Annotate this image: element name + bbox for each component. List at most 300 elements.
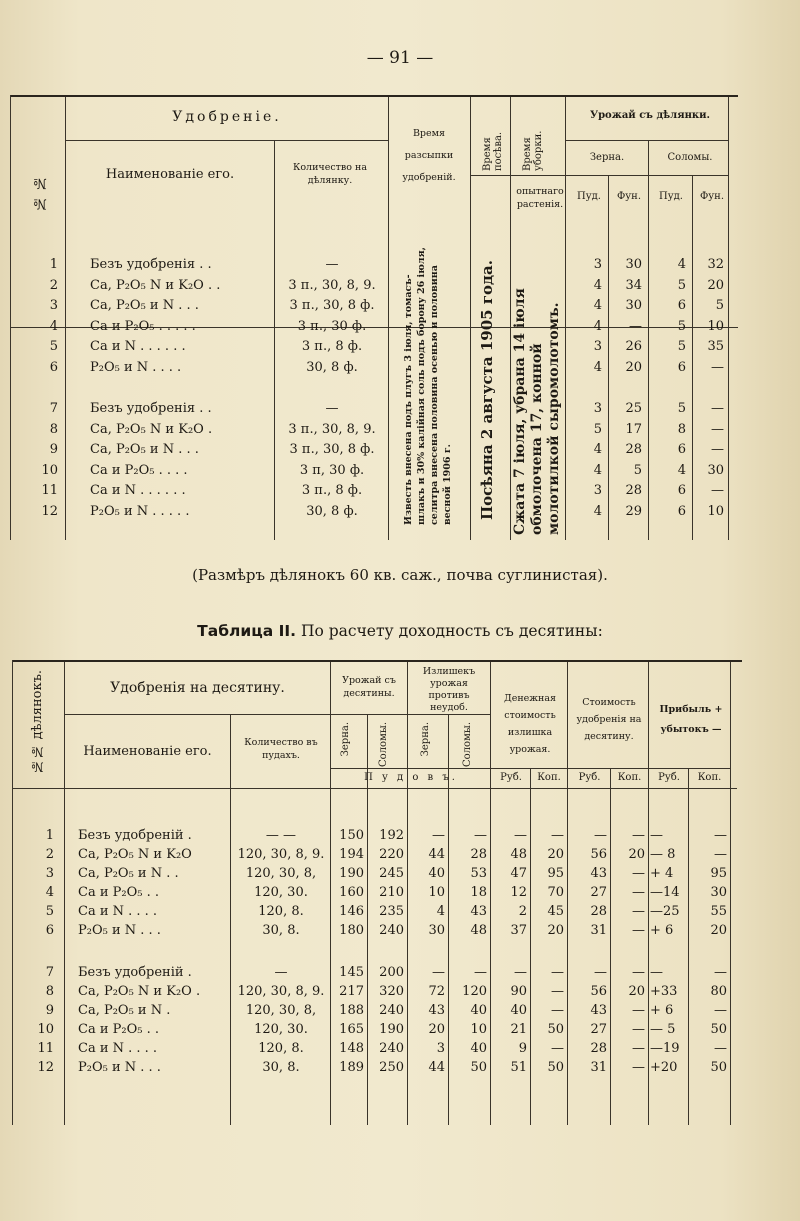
t1-col-no: № № [32, 175, 48, 212]
grain-funt: 30 [625, 257, 642, 272]
profit-rub: —14 [650, 885, 680, 900]
fertilizer-quantity: — [325, 257, 339, 272]
cost-rub: 43 [590, 866, 607, 881]
fertilizer-name: Са и N . . . . [78, 1041, 158, 1056]
straw-pud: 6 [677, 359, 686, 375]
straw-pud: 5 [677, 318, 686, 334]
t1-plot-note: опытнаго растенія. [516, 186, 564, 210]
profit-rub: + 6 [650, 1003, 674, 1018]
fertilizer-quantity: 120, 30, 8, [245, 1003, 317, 1018]
straw-pud: 6 [677, 483, 686, 498]
fertilizer-quantity: — — [265, 828, 297, 843]
grain-funt: 25 [625, 401, 642, 416]
straw-funt: 20 [707, 277, 724, 293]
t2-surplus-grain: Зерна. [420, 722, 431, 757]
profit-rub: + 4 [650, 866, 674, 881]
t1-fert-group: Удобреніе. [172, 109, 282, 125]
yield-straw: 245 [379, 866, 404, 881]
surplus-grain: 44 [428, 847, 445, 862]
t2-money-rub: Руб. [500, 772, 522, 783]
cost-rub: 56 [590, 984, 607, 999]
fertilizer-name: Са и P₂O₅ . . [78, 1022, 159, 1037]
fertilizer-name: Безъ удобренія . . [90, 401, 212, 416]
table-row [12, 1003, 737, 1022]
yield-grain: 150 [339, 828, 364, 843]
money-kop: 95 [547, 866, 564, 881]
cost-rub: — [594, 965, 607, 980]
yield-grain: 189 [339, 1060, 364, 1075]
fertilizer-name: Са и N . . . . . . [90, 483, 186, 498]
straw-funt: 10 [707, 503, 724, 519]
money-kop: — [551, 965, 564, 980]
cost-kop: 20 [628, 847, 645, 862]
grain-pud: 4 [593, 318, 602, 334]
fertilizer-quantity: 120, 30. [254, 1022, 308, 1037]
money-kop: 20 [547, 847, 564, 862]
straw-funt: — [711, 483, 724, 498]
fertilizer-name: P₂O₅ и N . . . . [90, 359, 182, 375]
fertilizer-quantity: 3 п, 30 ф. [299, 462, 365, 478]
row-number: 10 [37, 1022, 54, 1037]
t2-name-header: Наименованіе его. [83, 744, 212, 759]
row-number: 4 [45, 885, 54, 900]
fertilizer-name: Са, P₂O₅ N и K₂O . [78, 984, 201, 999]
cost-rub: 56 [590, 847, 607, 862]
table-row [12, 965, 737, 984]
row-number: 4 [49, 318, 58, 334]
fertilizer-quantity: 30, 8 ф. [306, 503, 358, 519]
t1-pud-grain: Пуд. [577, 191, 601, 202]
yield-grain: 148 [339, 1041, 364, 1056]
fertilizer-quantity: 30, 8. [262, 1060, 300, 1075]
t2-yield-header: Урожай съ десятины. [342, 675, 396, 699]
straw-funt: — [711, 442, 724, 457]
table-row [10, 298, 738, 318]
row-number: 11 [37, 1041, 54, 1056]
t2-cost-kop: Коп. [617, 772, 642, 783]
fertilizer-quantity: 120, 8. [258, 904, 304, 919]
straw-pud: 5 [677, 339, 686, 354]
cost-kop: — [632, 1022, 645, 1037]
grain-pud: 4 [593, 462, 602, 478]
table2-title-bold: Таблица II. [197, 622, 297, 640]
fertilizer-quantity: 3 п., 30 ф. [297, 318, 367, 334]
straw-pud: 6 [677, 442, 686, 457]
profit-kop: — [714, 1003, 727, 1018]
grain-funt: 20 [625, 359, 642, 375]
straw-funt: 5 [715, 298, 724, 313]
fertilizer-quantity: 120, 8. [258, 1041, 304, 1056]
fertilizer-quantity: 3 п., 30, 8 ф. [289, 298, 375, 313]
table2 [12, 660, 737, 1125]
table-row [10, 401, 738, 421]
yield-straw: 240 [379, 1003, 404, 1018]
surplus-grain: — [432, 828, 445, 843]
fertilizer-quantity: 3 п., 30, 8, 9. [288, 421, 376, 437]
profit-rub: +33 [650, 984, 678, 999]
profit-rub: + 6 [650, 923, 674, 938]
cost-kop: — [632, 965, 645, 980]
grain-pud: 4 [593, 277, 602, 293]
t1-grain-header: Зерна. [589, 152, 625, 163]
cost-kop: — [632, 1041, 645, 1056]
row-number: 2 [49, 277, 58, 293]
fertilizer-quantity: — [325, 401, 339, 416]
money-kop: — [551, 1003, 564, 1018]
yield-grain: 145 [339, 965, 364, 980]
yield-straw: 220 [379, 847, 404, 862]
profit-kop: 95 [710, 866, 727, 881]
fertilizer-name: Са, P₂O₅ N и K₂O . . [90, 277, 221, 293]
grain-funt: 29 [625, 503, 642, 519]
yield-grain: 165 [339, 1022, 364, 1037]
fertilizer-quantity: 30, 8 ф. [306, 359, 358, 375]
t1-funt-straw: Фун. [699, 191, 725, 202]
table-row [10, 422, 738, 442]
t2-col-no: №№ дѣлянокъ. [30, 670, 45, 774]
fertilizer-name: Безъ удобреній . [78, 828, 192, 843]
profit-kop: 55 [710, 904, 727, 919]
surplus-straw: 28 [470, 847, 487, 862]
table1-footnote: (Размѣръ дѣлянокъ 60 кв. саж., почва суглинистая). [192, 566, 608, 584]
money-rub: 2 [518, 904, 527, 919]
t1-harvest-text: Сжата 7 іюля, убрана 14 іюля обмолочена 17, конной молотилкой сыромолотомъ. [512, 288, 562, 535]
table-row [10, 442, 738, 462]
profit-rub: — 8 [650, 847, 676, 862]
yield-straw: 200 [379, 965, 404, 980]
money-kop: — [551, 984, 564, 999]
cost-kop: — [632, 828, 645, 843]
straw-funt: 10 [707, 318, 724, 334]
yield-straw: 192 [379, 828, 404, 843]
yield-grain: 180 [339, 923, 364, 938]
surplus-straw: 18 [470, 885, 487, 900]
grain-funt: 28 [625, 483, 642, 498]
profit-rub: —25 [650, 904, 680, 919]
table-row [10, 339, 738, 359]
fertilizer-name: Са, P₂O₅ и N . . [78, 866, 179, 881]
fertilizer-quantity: 120, 30. [254, 885, 308, 900]
t2-profit-rub: Руб. [658, 772, 680, 783]
profit-rub: +20 [650, 1060, 678, 1075]
grain-pud: 4 [593, 359, 602, 375]
surplus-straw: 40 [470, 1003, 487, 1018]
yield-grain: 194 [339, 847, 364, 862]
cost-rub: 31 [590, 1060, 607, 1075]
t2-yield-straw: Соломы. [378, 722, 389, 767]
table-row [12, 1041, 737, 1060]
money-kop: 20 [547, 923, 564, 938]
straw-pud: 5 [677, 401, 686, 416]
profit-kop: 50 [710, 1060, 727, 1075]
grain-funt: 28 [625, 442, 642, 457]
money-kop: — [551, 1041, 564, 1056]
t2-cost-rub: Руб. [578, 772, 601, 783]
cost-rub: 31 [590, 923, 607, 938]
surplus-grain: 20 [428, 1022, 445, 1037]
yield-grain: 160 [339, 885, 364, 900]
table-row [12, 828, 737, 847]
t2-money-kop: Коп. [537, 772, 561, 783]
profit-kop: — [714, 965, 727, 980]
yield-straw: 250 [379, 1060, 404, 1075]
grain-funt: — [629, 318, 642, 334]
row-number: 8 [49, 421, 58, 437]
profit-rub: — [650, 965, 663, 980]
fertilizer-quantity: 3 п., 8 ф. [301, 339, 363, 354]
table-row [10, 483, 738, 503]
table-row [12, 923, 737, 942]
row-number: 11 [41, 483, 58, 498]
straw-pud: 4 [677, 257, 686, 272]
t2-fert-group: Удобренія на десятину. [110, 680, 285, 696]
straw-pud: 5 [677, 277, 686, 293]
fertilizer-name: Безъ удобренія . . [90, 257, 212, 272]
yield-straw: 235 [379, 904, 404, 919]
yield-grain: 146 [339, 904, 364, 919]
surplus-straw: 53 [470, 866, 487, 881]
profit-kop: 30 [710, 885, 727, 900]
surplus-grain: 10 [428, 885, 445, 900]
row-number: 10 [41, 462, 58, 478]
table-row [12, 866, 737, 885]
surplus-grain: 43 [428, 1003, 445, 1018]
row-number: 7 [49, 401, 58, 416]
surplus-grain: — [432, 965, 445, 980]
straw-funt: 30 [707, 462, 724, 478]
money-rub: 48 [510, 847, 527, 862]
money-rub: 21 [510, 1022, 527, 1037]
fertilizer-quantity: 3 п., 30, 8 ф. [289, 442, 375, 457]
money-kop: 70 [547, 885, 564, 900]
fertilizer-name: P₂O₅ и N . . . [78, 1060, 161, 1075]
profit-kop: — [714, 847, 727, 862]
surplus-straw: 10 [470, 1022, 487, 1037]
grain-funt: 17 [625, 421, 642, 437]
profit-kop: — [714, 1041, 727, 1056]
cost-rub: — [594, 828, 607, 843]
yield-straw: 210 [379, 885, 404, 900]
fertilizer-quantity: 120, 30, 8, [245, 866, 317, 881]
table1 [10, 95, 738, 540]
straw-funt: 32 [707, 257, 724, 272]
grain-pud: 3 [593, 401, 602, 416]
money-kop: 50 [547, 1060, 564, 1075]
surplus-grain: 3 [436, 1041, 445, 1056]
fertilizer-name: Са, P₂O₅ и N . . . [90, 442, 199, 457]
money-rub: 9 [518, 1041, 527, 1056]
fertilizer-name: Са, P₂O₅ и N . [78, 1003, 171, 1018]
row-number: 3 [45, 866, 54, 881]
t2-surplus-straw: Соломы. [462, 722, 473, 767]
table-row [12, 1022, 737, 1041]
grain-pud: 3 [593, 483, 602, 498]
table2-title [0, 622, 800, 640]
surplus-straw: — [474, 965, 487, 980]
fertilizer-name: Са и P₂O₅ . . . . . [90, 318, 196, 334]
surplus-straw: 43 [470, 904, 487, 919]
surplus-straw: 40 [470, 1041, 487, 1056]
row-number: 2 [45, 847, 54, 862]
cost-kop: — [632, 1003, 645, 1018]
fertilizer-name: Са и N . . . . . . [90, 339, 186, 354]
cost-rub: 28 [590, 904, 607, 919]
grain-pud: 4 [593, 503, 602, 519]
row-number: 6 [49, 359, 58, 375]
fertilizer-name: Са и P₂O₅ . . . . [90, 462, 188, 478]
yield-straw: 240 [379, 923, 404, 938]
money-rub: — [514, 965, 527, 980]
profit-rub: — [650, 828, 663, 843]
row-number: 5 [45, 904, 54, 919]
t1-yield-header: Урожай съ дѣлянки. [589, 110, 711, 121]
t1-sow-header: Время посѣва. [482, 131, 504, 171]
grain-funt: 5 [633, 462, 642, 478]
fertilizer-name: P₂O₅ и N . . . . . [90, 503, 190, 519]
table-row [10, 504, 738, 524]
page-number: — 91 — [366, 48, 434, 68]
straw-pud: 6 [677, 503, 686, 519]
yield-grain: 217 [339, 984, 364, 999]
row-number: 12 [37, 1060, 54, 1075]
fertilizer-name: Са, P₂O₅ N и K₂O [78, 847, 192, 862]
money-rub: 40 [510, 1003, 527, 1018]
straw-pud: 8 [677, 421, 686, 437]
profit-rub: —19 [650, 1041, 680, 1056]
table-row [12, 1060, 737, 1079]
grain-pud: 3 [593, 339, 602, 354]
surplus-straw: 50 [470, 1060, 487, 1075]
row-number: 7 [45, 965, 54, 980]
money-rub: — [514, 828, 527, 843]
surplus-grain: 44 [428, 1060, 445, 1075]
cost-kop: — [632, 904, 645, 919]
fertilizer-quantity: — [274, 965, 288, 980]
fertilizer-name: P₂O₅ и N . . . [78, 923, 161, 938]
money-kop: — [551, 828, 564, 843]
cost-kop: — [632, 885, 645, 900]
fertilizer-quantity: 120, 30, 8, 9. [237, 847, 325, 862]
cost-kop: — [632, 1060, 645, 1075]
fertilizer-quantity: 30, 8. [262, 923, 300, 938]
table-row [12, 847, 737, 866]
money-rub: 51 [510, 1060, 527, 1075]
surplus-grain: 4 [436, 904, 445, 919]
t1-pud-straw: Пуд. [659, 191, 683, 202]
fertilizer-name: Са, P₂O₅ N и K₂O . [90, 421, 213, 437]
surplus-straw: 48 [470, 923, 487, 938]
profit-kop: — [714, 828, 727, 843]
grain-pud: 5 [593, 421, 602, 437]
straw-funt: 35 [707, 339, 724, 354]
table-row [10, 360, 738, 380]
money-rub: 12 [510, 885, 527, 900]
t1-harvest-header: Время уборки. [522, 130, 544, 171]
grain-pud: 4 [593, 442, 602, 457]
yield-straw: 240 [379, 1041, 404, 1056]
t2-cost-header: Стоимость удобренія на десятину. [576, 697, 642, 742]
money-kop: 45 [547, 904, 564, 919]
grain-funt: 30 [625, 298, 642, 313]
t1-time-header: Время разсыпки удобреній. [402, 128, 456, 183]
table-row [12, 885, 737, 904]
profit-rub: — 5 [650, 1022, 676, 1037]
fertilizer-quantity: 3 п., 30, 8, 9. [288, 277, 376, 293]
profit-kop: 20 [710, 923, 727, 938]
cost-kop: — [632, 866, 645, 881]
yield-straw: 320 [379, 984, 404, 999]
t1-time-text: Известь внесена подъ плугъ 3 іюля, томасъ-шлакъ и 30% калійная соль подъ борону 26 іюля, селитра внесена половина осенью и половина весной 1906 г. [403, 247, 453, 525]
t1-straw-header: Соломы. [667, 152, 713, 163]
yield-grain: 190 [339, 866, 364, 881]
row-number: 3 [49, 298, 58, 313]
money-kop: 50 [547, 1022, 564, 1037]
t2-qty-header: Количество въ пудахъ. [244, 737, 318, 761]
cost-rub: 28 [590, 1041, 607, 1056]
yield-grain: 188 [339, 1003, 364, 1018]
fertilizer-name: Безъ удобреній . [78, 965, 192, 980]
table2-title-rest: По расчету доходность съ десятины: [296, 622, 603, 640]
straw-funt: — [711, 401, 724, 416]
t1-funt-grain: Фун. [616, 191, 642, 202]
table-row [10, 463, 738, 483]
money-rub: 47 [510, 866, 527, 881]
grain-funt: 26 [625, 339, 642, 354]
table-row [10, 257, 738, 277]
grain-funt: 34 [625, 277, 642, 293]
table-row [10, 319, 738, 339]
row-number: 12 [41, 503, 58, 519]
cost-kop: — [632, 923, 645, 938]
fertilizer-name: Са и N . . . . [78, 904, 158, 919]
grain-pud: 4 [593, 298, 602, 313]
fertilizer-quantity: 120, 30, 8, 9. [237, 984, 325, 999]
cost-rub: 43 [590, 1003, 607, 1018]
row-number: 1 [45, 828, 54, 843]
table-row [12, 984, 737, 1003]
row-number: 6 [45, 923, 54, 938]
profit-kop: 50 [710, 1022, 727, 1037]
straw-funt: — [711, 421, 724, 437]
t2-surplus-header: Излишекъ урожая противъ неудоб. [422, 666, 476, 713]
straw-pud: 4 [677, 462, 686, 478]
surplus-straw: 120 [462, 984, 487, 999]
t1-qty-header: Количество на дѣлянку. [292, 162, 367, 186]
surplus-straw: — [474, 828, 487, 843]
t1-name-header: Наименованіе его. [105, 167, 235, 182]
fertilizer-name: Са, P₂O₅ и N . . . [90, 298, 199, 313]
t2-yield-grain: Зерна. [340, 722, 351, 757]
cost-rub: 27 [590, 1022, 607, 1037]
t1-sow-text: Посѣяна 2 августа 1905 года. [478, 260, 496, 520]
t2-money-header: Денежная стоимость излишка урожая. [503, 693, 557, 755]
t2-profit-header: Прибыль + убытокъ — [659, 704, 723, 735]
row-number: 8 [45, 984, 54, 999]
grain-pud: 3 [593, 257, 602, 272]
row-number: 9 [45, 1003, 54, 1018]
money-rub: 90 [510, 984, 527, 999]
row-number: 9 [49, 442, 58, 457]
t2-profit-kop: Коп. [697, 772, 722, 783]
straw-pud: 6 [677, 298, 686, 313]
surplus-grain: 72 [428, 984, 445, 999]
fertilizer-quantity: 3 п., 8 ф. [301, 483, 363, 498]
cost-rub: 27 [590, 885, 607, 900]
cost-kop: 20 [628, 984, 645, 999]
profit-kop: 80 [710, 984, 727, 999]
row-number: 1 [49, 257, 58, 272]
money-rub: 37 [510, 923, 527, 938]
